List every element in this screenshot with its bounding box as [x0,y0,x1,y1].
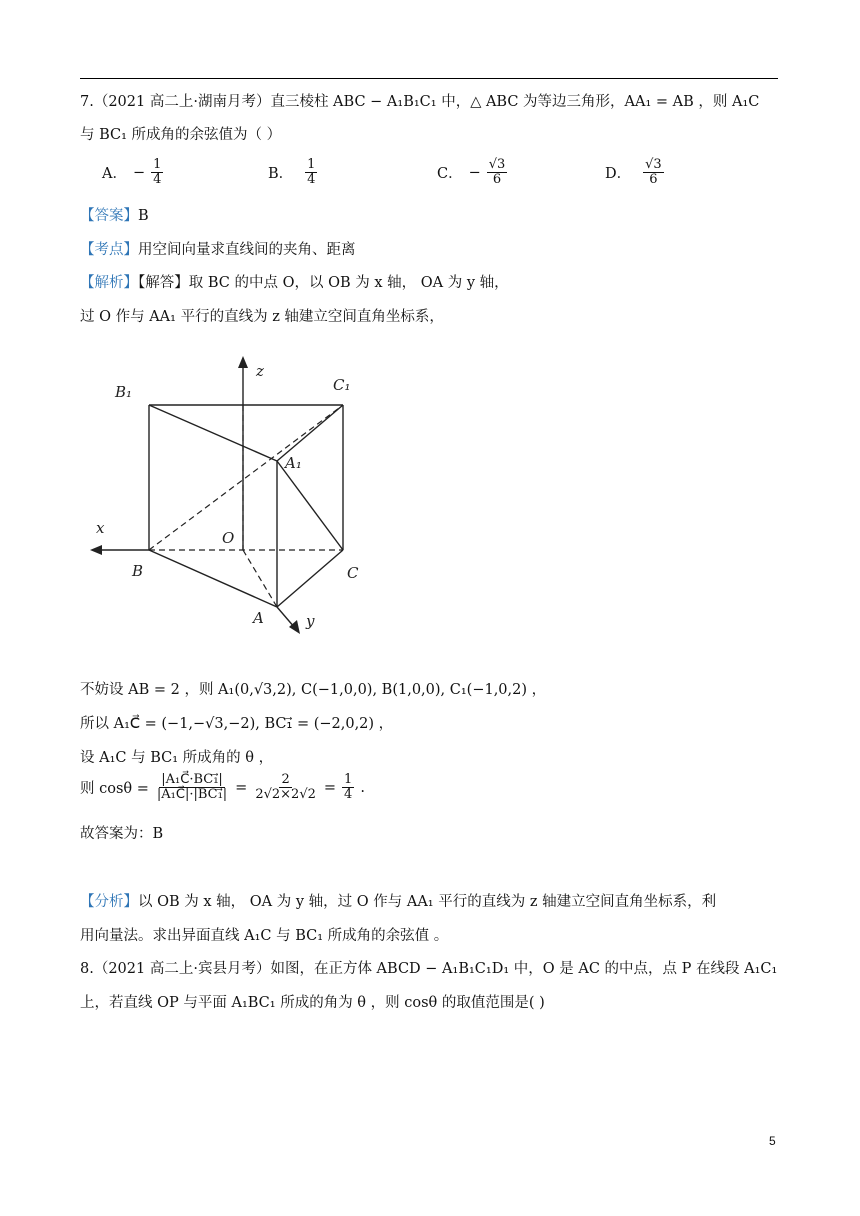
q7-solution-line1: 不妨设 AB = 2 ，则 A₁(0,√3,2), C(−1,0,0), B(1,0,0), C₁(−1,0,2) ， [80,682,547,698]
equals-sign: = [323,779,337,796]
option-letter: D． [605,166,632,182]
q7-solution-line5: 故答案为：B [80,826,164,842]
q7-summary-line2: 用向量法。求出异面直线 A₁C 与 BC₁ 所成角的余弦值 。 [80,928,449,944]
equals-sign: = [235,779,248,796]
option-letter: A． [102,166,127,182]
cos-fraction-3-denominator: 4 [344,787,353,802]
answer-tag: 【答案】 [80,208,138,224]
label-o: O [222,529,235,547]
option-letter: C． [437,166,463,182]
q8-stem-line1: 8.（2021 高二上·宾县月考）如图，在正方体 ABCD − A₁B₁C₁D₁ 中，O 是 AC 的中点，点 P 在线段 A₁C₁ [80,961,778,977]
label-c: C [347,564,359,582]
option-numerator: 1 [153,157,162,172]
label-z: z [256,362,264,380]
cos-fraction-2-numerator: 2 [281,772,290,787]
q7-stem-line2: 与 BC₁ 所成角的余弦值为（ ） [80,127,282,143]
option-numerator: 1 [307,157,316,172]
option-fraction [305,158,317,187]
header-rule [80,78,778,79]
q7-stem-line1: 7.（2021 高二上·湖南月考）直三棱柱 ABC − A₁B₁C₁ 中，△ ABC 为等边三角形，AA₁ = AB ，则 A₁C [80,94,760,110]
option-denominator: 4 [307,172,316,187]
prism-figure [88,348,378,638]
topic-text: 用空间向量求直线间的夹角、距离 [138,242,356,258]
q7-analysis-line2: 过 O 作与 AA₁ 平行的直线为 z 轴建立空间直角坐标系， [80,309,444,325]
q7-summary-line1 [80,890,716,911]
q7-solution-line2: 所以 A₁C⃗ = (−1,−√3,−2), BC₁⃗ = (−2,0,2) ， [80,716,394,732]
cos-fraction-1-numerator: |A₁C⃗·BC₁⃗| [161,772,223,787]
q7-option-c [437,158,507,187]
cos-fraction-1 [155,773,229,802]
cos-fraction-3 [342,773,354,802]
option-numerator: √3 [488,157,506,172]
label-b: B [132,562,144,580]
period: . [360,779,365,796]
label-a: A [253,609,264,627]
q7-answer-line [80,204,149,225]
option-fraction [151,158,163,187]
option-fraction [643,158,664,187]
cos-fraction-1-denominator: |A₁C⃗|·|BC₁⃗| [156,787,228,802]
q7-solution-line4 [80,773,365,802]
option-denominator: 6 [492,172,502,187]
q7-solution-line3: 设 A₁C 与 BC₁ 所成角的 θ ， [80,750,274,766]
q7-option-b [268,158,317,187]
label-a1: A₁ [285,454,302,472]
q7-analysis-line1 [80,271,509,292]
analysis-tag-2: 【分析】 [80,894,138,910]
summary-text: 以 OB 为 x 轴， OA 为 y 轴，过 O 作与 AA₁ 平行的直线为 z 轴建立空间直角坐标系，利 [138,894,717,910]
option-fraction [487,158,508,187]
topic-tag: 【考点】 [80,242,138,258]
cos-fraction-2 [253,773,318,802]
label-y: y [306,612,315,630]
option-letter: B． [268,166,294,182]
analysis-text: 【解答】取 BC 的中点 O，以 OB 为 x 轴， OA 为 y 轴， [138,275,509,291]
analysis-tag: 【解析】 [80,275,138,291]
q8-stem-line2: 上，若直线 OP 与平面 A₁BC₁ 所成的角为 θ ，则 cosθ 的取值范围是( ) [80,995,545,1011]
q7-option-a [102,158,163,187]
option-sign: − [468,164,481,181]
label-b1: B₁ [115,383,133,401]
cos-fraction-3-numerator: 1 [344,772,353,787]
label-x: x [96,519,105,537]
cos-prefix: 则 cosθ = [80,781,149,797]
q7-topic-line [80,238,356,259]
option-denominator: 4 [153,172,162,187]
option-numerator: √3 [645,157,662,172]
option-denominator: 6 [649,172,658,187]
label-c1: C₁ [333,376,351,394]
cos-fraction-2-denominator: 2√2×2√2 [255,787,316,802]
page-number: 5 [769,1134,776,1148]
answer-value: B [138,208,149,224]
q7-option-d [605,158,664,187]
option-sign: − [132,164,146,181]
